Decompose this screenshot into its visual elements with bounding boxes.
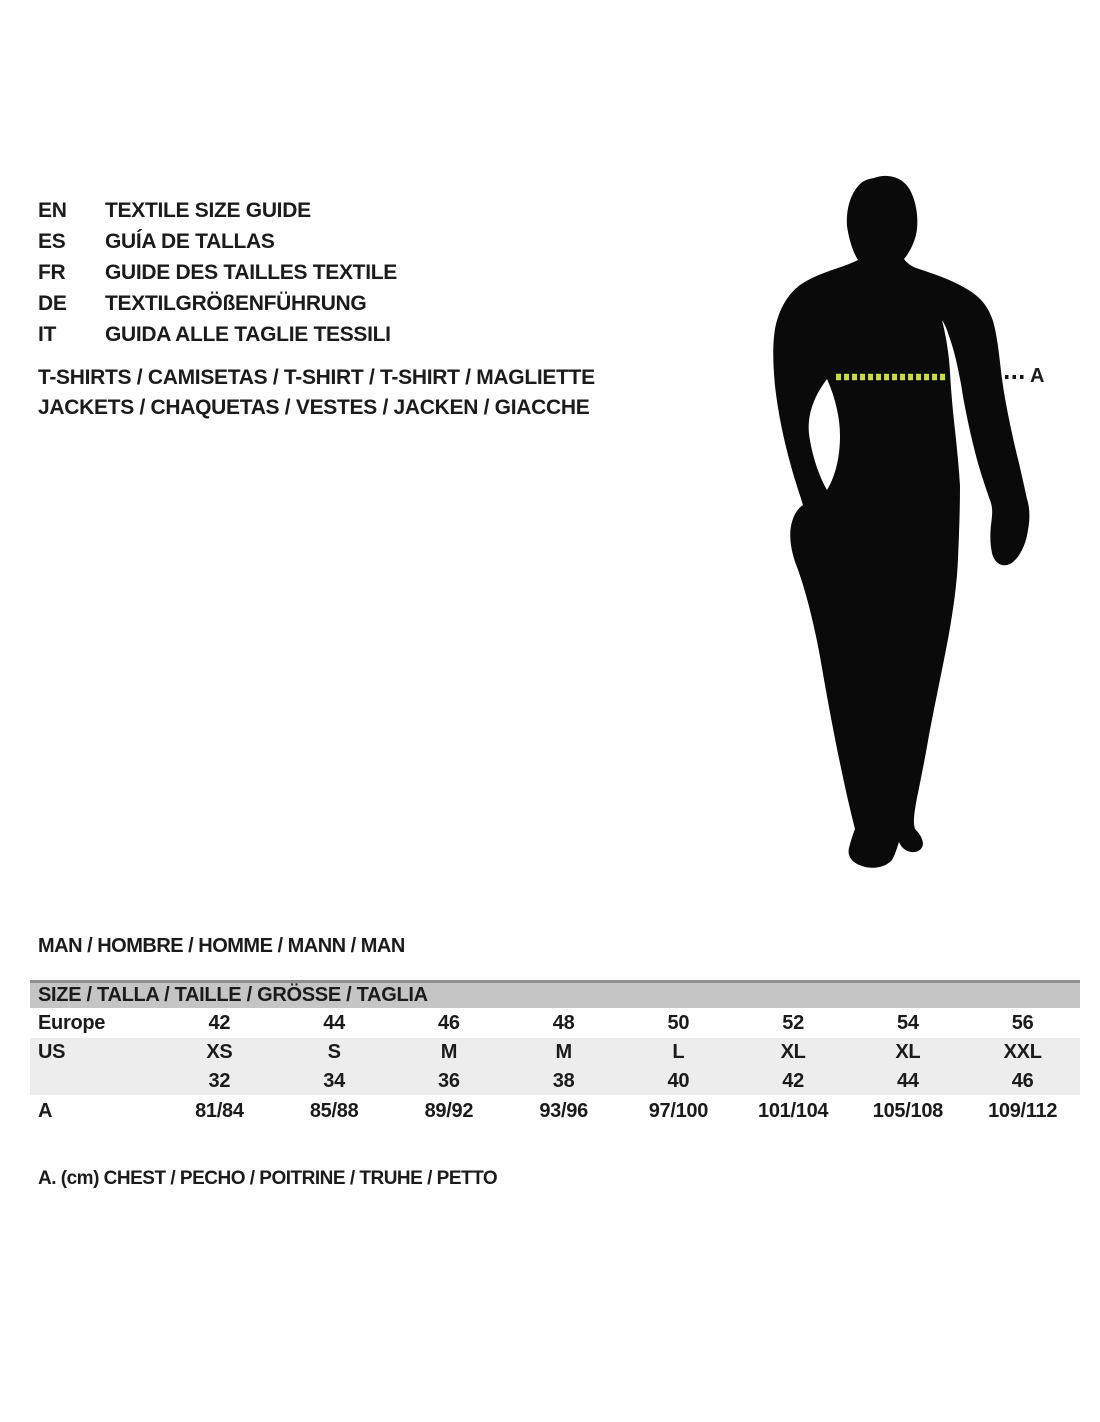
table-cell: 54 [897,1011,919,1034]
table-cell: 97/100 [648,1100,709,1122]
table-cell: XXL [1003,1041,1042,1063]
language-row-it [38,319,397,350]
table-cell: 105/108 [872,1100,943,1122]
language-code: IT [38,322,57,346]
table-cell: 34 [323,1069,345,1092]
language-code: FR [38,260,66,284]
table-cell: 89/92 [424,1100,474,1122]
language-title: GUÍA DE TALLAS [105,229,275,253]
table-row-chest [30,1095,1080,1128]
man-measurement-figure [770,168,1030,868]
table-cell: 46 [1011,1069,1034,1092]
table-cell: 32 [208,1069,231,1092]
table-cell: 42 [208,1011,231,1034]
table-cell: 40 [667,1069,690,1092]
table-cell: 52 [782,1011,804,1034]
size-table [30,980,1080,1128]
measure-label-a: A [1030,365,1045,387]
table-cell: 44 [897,1069,919,1092]
table-cell: 85/88 [309,1100,359,1122]
table-cell: XL [895,1041,921,1063]
man-silhouette [773,176,1029,868]
section-title-man: MAN / HOMBRE / HOMME / MANN / MAN [38,935,405,957]
table-cell: 44 [323,1011,345,1034]
language-title: GUIDA ALLE TAGLIE TESSILI [105,322,391,346]
table-row-us [30,1038,1080,1067]
table-row-label: Europe [38,1011,106,1034]
product-types-line-1: T-SHIRTS / CAMISETAS / T-SHIRT / T-SHIRT / MAGLIETTE [38,366,595,389]
table-cell: 38 [552,1069,575,1092]
table-cell: XS [206,1041,233,1063]
language-title: GUIDE DES TAILLES TEXTILE [105,260,397,284]
language-title: TEXTILE SIZE GUIDE [105,198,311,222]
language-row-de [38,288,397,319]
table-cell: 109/112 [988,1100,1058,1122]
language-title: TEXTILGRÖßENFÜHRUNG [105,291,367,315]
language-guide-list [38,195,397,350]
table-row-label: US [38,1041,66,1063]
table-row-numeric [30,1067,1080,1095]
language-code: EN [38,198,67,222]
language-code: DE [38,291,67,315]
table-row-label: A [38,1100,53,1122]
table-cell: 101/104 [758,1100,829,1122]
table-cell: 56 [1011,1011,1034,1034]
language-row-en [38,195,397,226]
table-cell: XL [780,1041,806,1063]
man-silhouette-graphic [770,168,1030,868]
language-row-fr [38,257,397,288]
table-cell: 36 [438,1069,460,1092]
table-cell: 81/84 [195,1100,244,1122]
measurement-footnote: A. (cm) CHEST / PECHO / POITRINE / TRUHE / PETTO [38,1168,498,1189]
language-row-es [38,226,397,257]
table-cell: M [555,1041,572,1063]
table-cell: 48 [552,1011,575,1034]
table-cell: M [440,1041,458,1063]
table-cell: L [672,1041,685,1063]
table-cell: 50 [667,1011,690,1034]
table-cell: 42 [782,1069,804,1092]
language-code: ES [38,229,66,253]
product-types-line-2: JACKETS / CHAQUETAS / VESTES / JACKEN / GIACCHE [38,396,590,419]
table-cell: 93/96 [539,1100,588,1122]
table-cell: S [327,1041,341,1063]
table-cell: 46 [438,1011,460,1034]
table-row-europe [30,1008,1080,1038]
size-table-header: SIZE / TALLA / TAILLE / GRÖSSE / TAGLIA [30,980,1080,1008]
